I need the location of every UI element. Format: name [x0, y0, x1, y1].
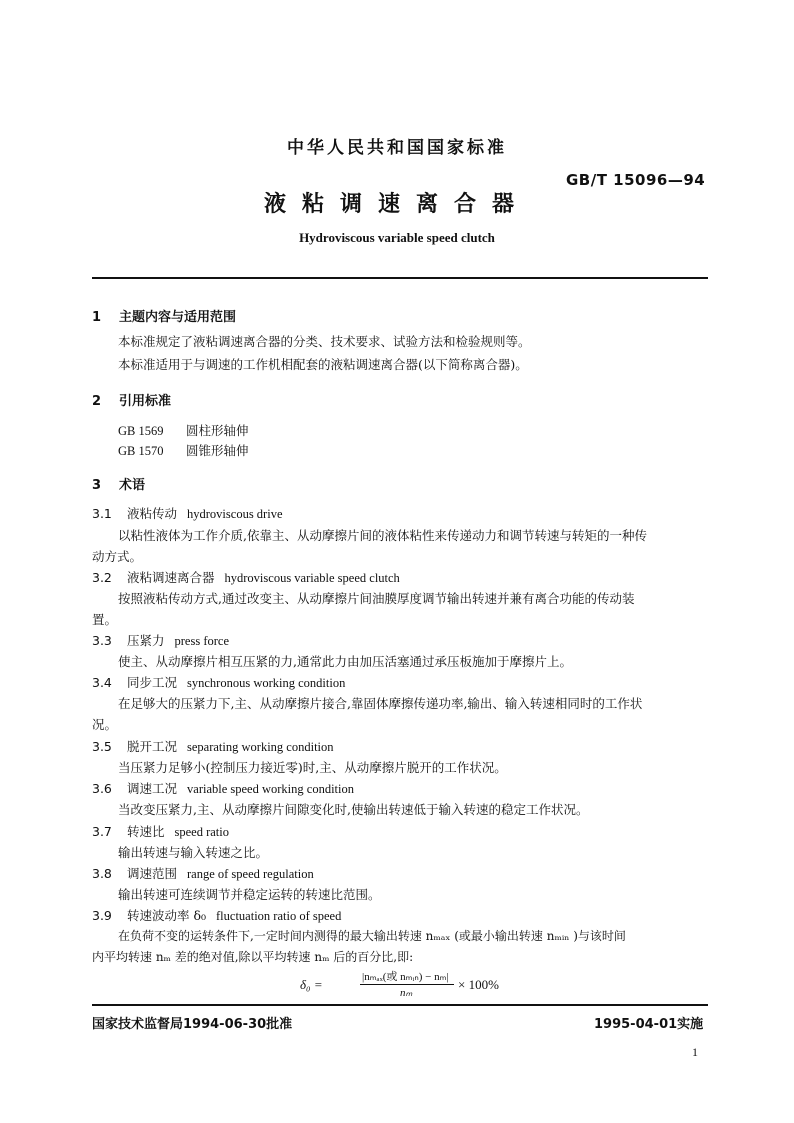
fluctuation-formula [270, 968, 530, 1002]
document-title: 液粘调速离合器 [263, 192, 530, 217]
term-definition: 当压紧力足够小(控制压力接近零)时,主、从动摩擦片脱开的工作状况。 [118, 760, 507, 775]
term-definition-cont: 置。 [92, 612, 118, 627]
term-definition: 当改变压紧力,主、从动摩擦片间隙变化时,使输出转速低于输入转速的稳定工作状况。 [118, 802, 589, 817]
term-heading: 3.1 液粘传动 hydroviscous drive [92, 506, 283, 521]
term-definition-cont: 况。 [92, 717, 118, 732]
reference-item: GB 1569 圆柱形轴伸 [118, 423, 249, 438]
term-definition: 在负荷不变的运转条件下,一定时间内测得的最大输出转速 nₘₐₓ (或最小输出转速 nₘᵢₙ )与该时间 [118, 929, 626, 943]
term-definition: 以粘性液体为工作介质,依靠主、从动摩擦片间的液体粘性来传递动力和调节转速与转矩的一种传 [118, 528, 647, 543]
term-definition-cont: 内平均转速 nₘ 差的绝对值,除以平均转速 nₘ 后的百分比,即: [92, 950, 414, 964]
effective-date: 1995-04-01实施 [594, 1017, 704, 1032]
formula-numerator: |nₘₐₓ(或 nₘᵢₙ) − nₘ| [362, 971, 449, 983]
term-heading: 3.5 脱开工况 separating working condition [92, 739, 334, 754]
scope-paragraph-2: 本标准适用于与调速的工作机相配套的液粘调速离合器(以下简称离合器)。 [118, 357, 528, 372]
term-definition: 按照液粘传动方式,通过改变主、从动摩擦片间油膜厚度调节输出转速并兼有离合功能的传动装 [118, 591, 635, 606]
document-subtitle: Hydroviscous variable speed clutch [299, 230, 495, 245]
standard-code: GB/T 15096—94 [566, 171, 706, 189]
term-definition: 输出转速可连续调节并稳定运转的转速比范围。 [118, 887, 381, 902]
page-number: 1 [692, 1045, 698, 1059]
term-definition-cont: 动方式。 [92, 549, 143, 564]
term-definition: 使主、从动摩擦片相互压紧的力,通常此力由加压活塞通过承压板施加于摩擦片上。 [118, 654, 572, 669]
term-heading: 3.7 转速比 speed ratio [92, 824, 230, 839]
term-definition: 输出转速与输入转速之比。 [118, 845, 269, 860]
formula-rhs: × 100% [458, 977, 499, 992]
scope-paragraph-1: 本标准规定了液粘调速离合器的分类、技术要求、试验方法和检验规则等。 [118, 334, 531, 349]
section-heading-3: 3 术语 [92, 478, 146, 493]
national-standard-heading: 中华人民共和国国家标准 [287, 138, 507, 158]
term-heading: 3.8 调速范围 range of speed regulation [92, 866, 314, 881]
section-heading-1: 1 主题内容与适用范围 [92, 310, 237, 325]
fraction-bar [360, 984, 454, 985]
footer-rule [92, 1004, 708, 1006]
approval-date: 国家技术监督局1994-06-30批准 [92, 1017, 293, 1032]
formula-lhs: δ₀ = [300, 977, 323, 992]
term-heading: 3.6 调速工况 variable speed working condition [92, 781, 354, 796]
formula-denominator: nₘ [400, 987, 413, 999]
term-heading: 3.4 同步工况 synchronous working condition [92, 675, 346, 690]
reference-item: GB 1570 圆锥形轴伸 [118, 443, 249, 458]
section-heading-2: 2 引用标准 [92, 394, 172, 409]
term-heading: 3.2 液粘调速离合器 hydroviscous variable speed clutch [92, 570, 400, 585]
header-rule [92, 277, 708, 279]
term-heading: 3.9 转速波动率 δ₀ fluctuation ratio of speed [92, 908, 342, 923]
term-definition: 在足够大的压紧力下,主、从动摩擦片接合,靠固体摩擦传递功率,输出、输入转速相同时的工作状 [118, 696, 643, 711]
term-heading: 3.3 压紧力 press force [92, 633, 230, 648]
